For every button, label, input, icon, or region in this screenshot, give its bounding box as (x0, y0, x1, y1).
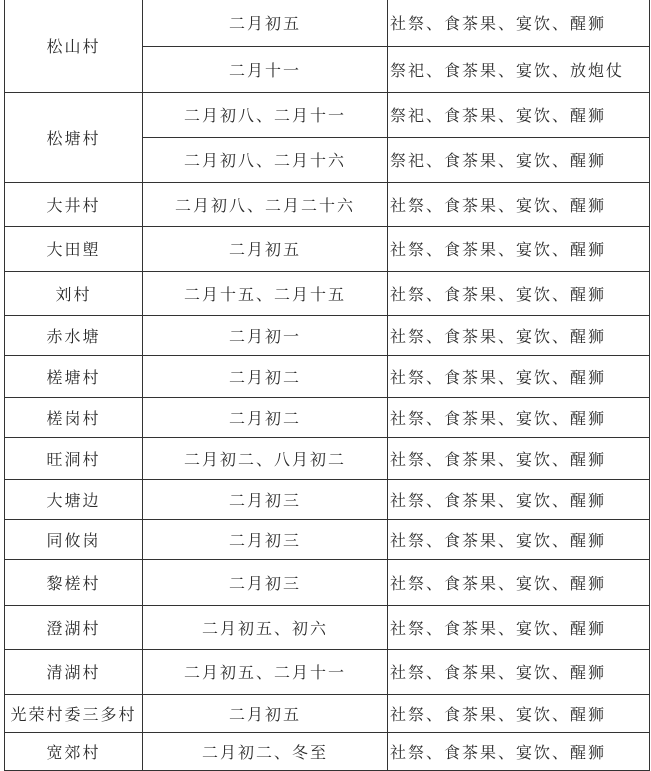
activity-cell: 社祭、食茶果、宴饮、醒狮 (388, 0, 650, 46)
table-row (5, 559, 650, 605)
village-cell: 大田塱 (5, 226, 143, 271)
activity-cell: 社祭、食茶果、宴饮、醒狮 (388, 732, 650, 770)
village-festival-table (4, 0, 650, 771)
date-cell: 二月初八、二月二十六 (143, 182, 388, 226)
village-cell: 宽郊村 (5, 732, 143, 770)
village-cell: 清湖村 (5, 649, 143, 694)
activity-cell: 社祭、食茶果、宴饮、醒狮 (388, 355, 650, 397)
village-cell: 大井村 (5, 182, 143, 226)
table-row (5, 437, 650, 479)
village-cell: 光荣村委三多村 (5, 694, 143, 732)
activity-cell: 社祭、食茶果、宴饮、醒狮 (388, 649, 650, 694)
activity-cell: 社祭、食茶果、宴饮、醒狮 (388, 479, 650, 519)
table-row (5, 92, 650, 137)
activity-cell: 社祭、食茶果、宴饮、醒狮 (388, 271, 650, 315)
village-cell: 刘村 (5, 271, 143, 315)
date-cell: 二月初五、初六 (143, 605, 388, 649)
activity-cell: 社祭、食茶果、宴饮、醒狮 (388, 605, 650, 649)
date-cell: 二月初二、冬至 (143, 732, 388, 770)
activity-cell: 社祭、食茶果、宴饮、醒狮 (388, 437, 650, 479)
table-row (5, 694, 650, 732)
table-row (5, 226, 650, 271)
date-cell: 二月初五 (143, 694, 388, 732)
table-row (5, 605, 650, 649)
village-cell: 槎塘村 (5, 355, 143, 397)
table-row (5, 732, 650, 770)
date-cell: 二月初八、二月十一 (143, 92, 388, 137)
activity-cell: 社祭、食茶果、宴饮、醒狮 (388, 694, 650, 732)
activity-cell: 社祭、食茶果、宴饮、醒狮 (388, 559, 650, 605)
activity-cell: 社祭、食茶果、宴饮、醒狮 (388, 182, 650, 226)
village-cell: 黎槎村 (5, 559, 143, 605)
table-row (5, 355, 650, 397)
date-cell: 二月初三 (143, 559, 388, 605)
village-cell: 槎岗村 (5, 397, 143, 437)
table-row (5, 315, 650, 355)
village-cell: 大塘边 (5, 479, 143, 519)
activity-cell: 社祭、食茶果、宴饮、醒狮 (388, 519, 650, 559)
activity-cell: 祭祀、食茶果、宴饮、放炮仗 (388, 46, 650, 92)
table-row (5, 479, 650, 519)
activity-cell: 社祭、食茶果、宴饮、醒狮 (388, 315, 650, 355)
activity-cell: 社祭、食茶果、宴饮、醒狮 (388, 226, 650, 271)
village-cell: 松山村 (5, 0, 143, 92)
date-cell: 二月初五 (143, 226, 388, 271)
date-cell: 二月初三 (143, 479, 388, 519)
village-cell: 赤水塘 (5, 315, 143, 355)
table-row (5, 397, 650, 437)
table-row (5, 519, 650, 559)
date-cell: 二月初五、二月十一 (143, 649, 388, 694)
activity-cell: 祭祀、食茶果、宴饮、醒狮 (388, 137, 650, 182)
date-cell: 二月初二 (143, 355, 388, 397)
date-cell: 二月初八、二月十六 (143, 137, 388, 182)
table-row (5, 271, 650, 315)
date-cell: 二月初一 (143, 315, 388, 355)
date-cell: 二月初二、八月初二 (143, 437, 388, 479)
date-cell: 二月初三 (143, 519, 388, 559)
table-row (5, 649, 650, 694)
festival-table-container (4, 0, 649, 771)
table-row (5, 182, 650, 226)
village-cell: 澄湖村 (5, 605, 143, 649)
village-cell: 同攸岗 (5, 519, 143, 559)
table-row (5, 0, 650, 46)
date-cell: 二月初二 (143, 397, 388, 437)
village-cell: 松塘村 (5, 92, 143, 182)
date-cell: 二月初五 (143, 0, 388, 46)
table-body (5, 0, 650, 770)
activity-cell: 社祭、食茶果、宴饮、醒狮 (388, 397, 650, 437)
date-cell: 二月十一 (143, 46, 388, 92)
activity-cell: 祭祀、食茶果、宴饮、醒狮 (388, 92, 650, 137)
village-cell: 旺洞村 (5, 437, 143, 479)
date-cell: 二月十五、二月十五 (143, 271, 388, 315)
